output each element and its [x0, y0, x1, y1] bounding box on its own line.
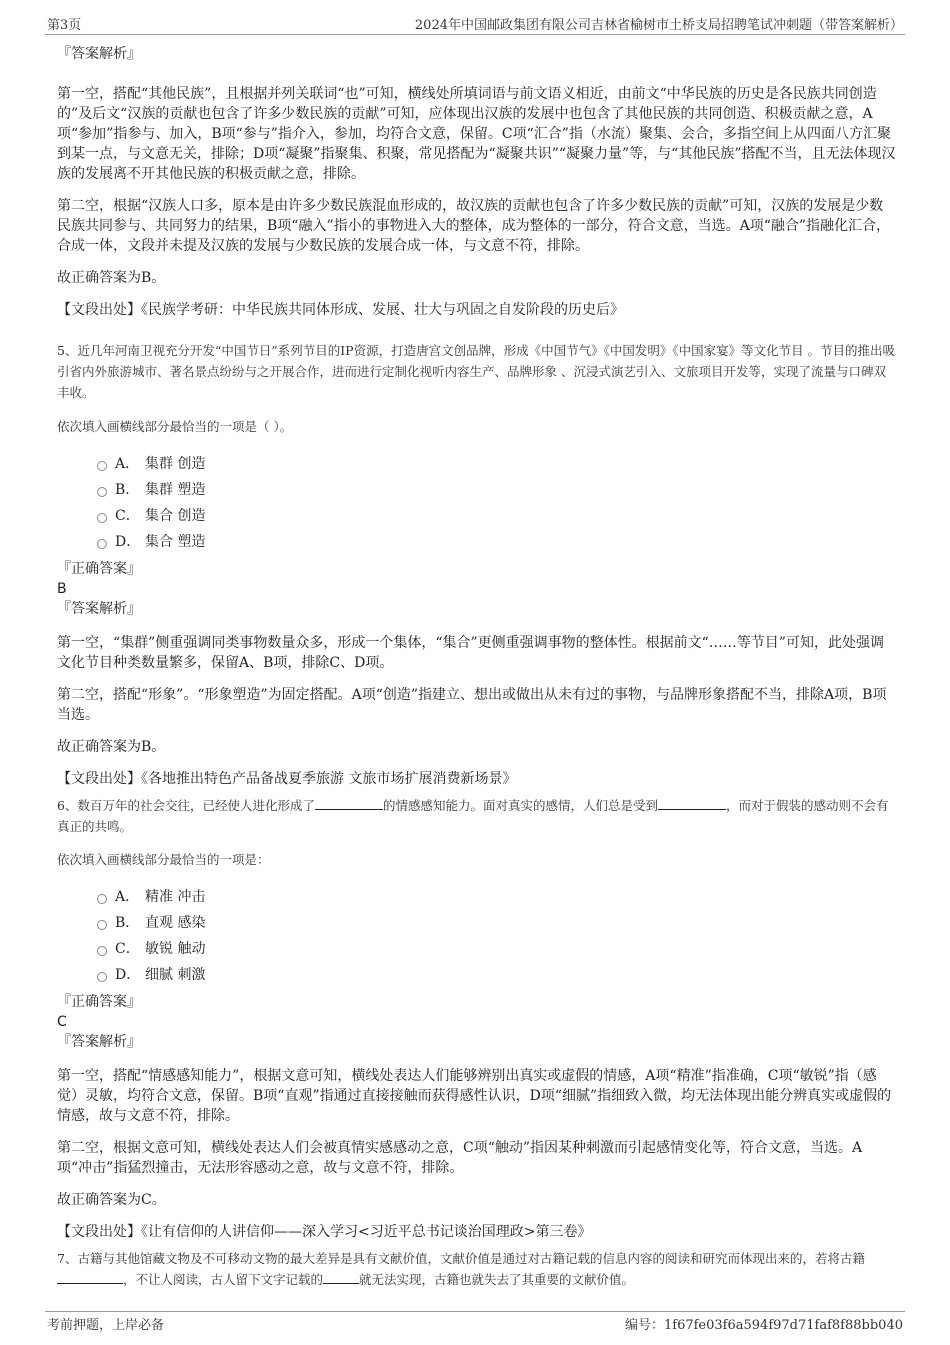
radio-icon[interactable]: [97, 894, 107, 904]
q6-analysis-label: 『答案解析』: [57, 1034, 141, 1050]
q5-stem: 5、近几年河南卫视充分开发“中国节日”系列节目的IP资源，打造唐宫文创品牌，形成《中国节气》《中国发明》《中国家宴》等文化节目 。节目的推出吸引省内外旅游城市、著名景点纷纷与之开展合作，进而进行定制化视听内容生产、品牌形象 、沉浸式演艺引入、文旅项目开发等，实现了流量与口碑双丰收。: [57, 343, 896, 400]
q6-correct-answer: C: [57, 1014, 67, 1030]
footer-slogan: 考前押题，上岸必备: [47, 1318, 165, 1333]
radio-icon[interactable]: [97, 946, 107, 956]
q7-stem: 7、古籍与其他馆藏文物及不可移动文物的最大差异是具有文献价值，文献价值是通过对古籍记载的信息内容的阅读和研究而体现出来的，若将古籍，不让人阅读，古人留下文字记载的 就无法实现，古籍也就失去了其重要的文献价值。: [57, 1251, 865, 1287]
q4-analysis-label: 『答案解析』: [57, 46, 141, 62]
page-header: [45, 14, 905, 35]
q5-analysis-label: 『答案解析』: [57, 600, 141, 617]
q5-prompt: 依次填入画横线部分最恰当的一项是（ ）。: [57, 418, 293, 434]
radio-icon[interactable]: [97, 461, 107, 471]
page-footer: [45, 1311, 905, 1332]
document-title: 2024年中国邮政集团有限公司吉林省榆树市土桥支局招聘笔试冲刺题（带答案解析）: [414, 18, 903, 33]
q6-correct-label: 『正确答案』: [57, 994, 141, 1010]
q6-blank-1: [315, 795, 383, 810]
document-id: 编号：1f67fe03f6a594f97d71faf8f88bb040: [625, 1318, 903, 1333]
q6-analysis-para2: 第二空，根据文意可知，横线处表达人们会被真情实感感动之意，C项“触动”指因某种刺激而引起感情变化等，符合文意，当选。A项“冲击”指猛烈撞击，无法形容感动之意，故与文意不符，排除。: [57, 1140, 863, 1176]
q5-option-a[interactable]: A． 集群 创造: [97, 451, 897, 477]
document-body: [57, 44, 897, 1303]
q6-analysis-para1: 第一空，搭配“情感感知能力”，根据文意可知，横线处表达人们能够辨别出真实或虚假的情感，A项“精准”指准确，C项“敏锐”指（感觉）灵敏，均符合文意，保留。B项“直观”指通过直接接触而获得感性认识，D项“细腻”指细致入微，均无法体现出能分辨真实或虚假的情感，故与文意不符，排除。: [57, 1068, 892, 1124]
q6-conclusion: 故正确答案为C。: [57, 1192, 166, 1208]
q6-option-c[interactable]: C． 敏锐 触动: [97, 936, 897, 962]
q6-stem: 6、数百万年的社会交往，已经使人进化形成了 的情感感知能力。面对真实的感情，人们总是受到 ，而对于假装的感动则不会有真正的共鸣。: [57, 795, 897, 837]
q7-blank-2: [323, 1269, 359, 1284]
q6-option-a[interactable]: A． 精准 冲击: [97, 884, 897, 910]
radio-icon[interactable]: [97, 920, 107, 930]
radio-icon[interactable]: [97, 539, 107, 549]
q7-blank-1: [57, 1269, 123, 1284]
page-number: 第3页: [47, 18, 82, 33]
radio-icon[interactable]: [97, 513, 107, 523]
q6-option-b[interactable]: B． 直观 感染: [97, 910, 897, 936]
radio-icon[interactable]: [97, 487, 107, 497]
q5-option-c[interactable]: C． 集合 创造: [97, 503, 897, 529]
q5-correct-answer: B: [57, 580, 67, 597]
q5-conclusion: 故正确答案为B。: [57, 738, 166, 755]
q5-analysis-para1: 第一空，“集群”侧重强调同类事物数量众多，形成一个集体，“集合”更侧重强调事物的整体性。根据前文“……等节目”可知，此处强调文化节目种类数量繁多，保留A、B项，排除C、D项。: [57, 634, 884, 671]
q6-option-d[interactable]: D． 细腻 刺激: [97, 962, 897, 988]
radio-icon[interactable]: [97, 972, 107, 982]
q6-options: [57, 884, 897, 988]
q5-analysis-para2: 第二空，搭配“形象”。“形象塑造”为固定搭配。A项“创造”指建立、想出或做出从未有过的事物，与品牌形象搭配不当，排除A项，B项当选。: [57, 686, 887, 723]
q4-source: 【文段出处】《民族学考研：中华民族共同体形成、发展、壮大与巩固之自发阶段的历史后》: [57, 302, 624, 318]
q6-prompt: 依次填入画横线部分最恰当的一项是：: [57, 852, 270, 867]
q5-option-d[interactable]: D． 集合 塑造: [97, 529, 897, 555]
q5-source: 【文段出处】《各地推出特色产品备战夏季旅游 文旅市场扩展消费新场景》: [57, 770, 517, 787]
q5-options: [57, 451, 897, 555]
q4-analysis-para1: 第一空，搭配“其他民族”，且根据并列关联词“也”可知，横线处所填词语与前文语义相近，由前文“中华民族的历史是各民族共同创造的”及后文“汉族的贡献也包含了许多少数民族的贡献”可知，应体现出汉族的发展中也包含了其他民族的共同创造、积极贡献之意，A项“参加”指参与、加入，B项“参与”指介入，参加，均符合文意，保留。C项“汇合”指（水流）聚集、会合，多指空间上从四面八方汇聚到某一点，与文意无关，排除；D项“凝聚”指聚集、积聚，常见搭配为“凝聚共识”“凝聚力量”等，与“其他民族”搭配不当，且无法体现汉族的发展离不开其他民族的积极贡献之意，排除。: [57, 86, 896, 182]
q5-option-b[interactable]: B． 集群 塑造: [97, 477, 897, 503]
q4-analysis-para2: 第二空，根据“汉族人口多，原本是由许多少数民族混血形成的，故汉族的贡献也包含了许多少数民族的贡献”可知，汉族的发展是少数民族共同参与、共同努力的结果，B项“融入”指小的事物进入大的整体，成为整体的一部分，符合文意，当选。A项“融合”指融化汇合，合成一体，文段并未提及汉族的发展与少数民族的发展合成一体，与文意不符，排除。: [57, 198, 891, 254]
q5-correct-label: 『正确答案』: [57, 560, 141, 577]
q6-blank-2: [658, 795, 726, 810]
q6-source: 【文段出处】《让有信仰的人讲信仰——深入学习<习近平总书记谈治国理政>第三卷》: [57, 1224, 592, 1240]
q4-conclusion: 故正确答案为B。: [57, 270, 166, 286]
